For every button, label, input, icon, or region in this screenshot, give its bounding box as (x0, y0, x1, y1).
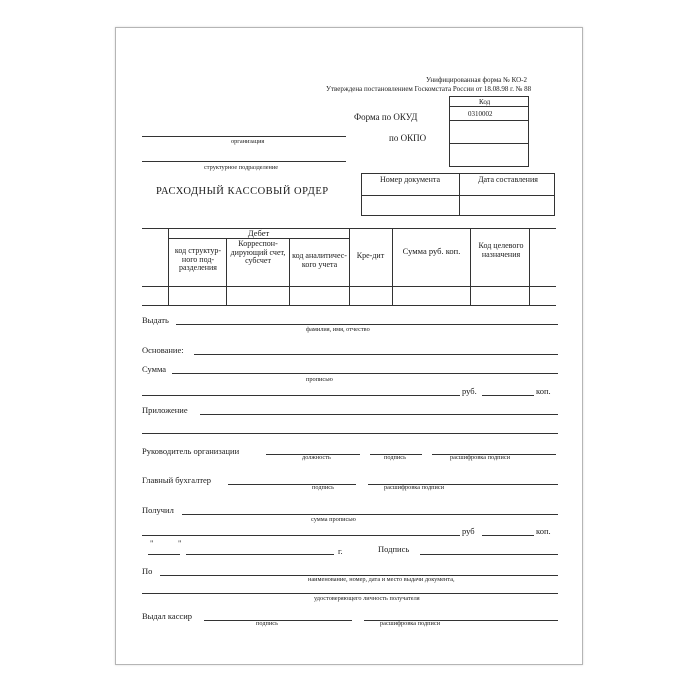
cashier-decoding-caption: расшифровка подписи (380, 620, 441, 627)
kop-line[interactable] (482, 395, 534, 396)
organization-line (142, 136, 346, 137)
sum-line[interactable] (172, 373, 558, 374)
month-year-line[interactable] (186, 554, 334, 555)
chief-accountant-label: Главный бухгалтер (142, 475, 212, 485)
quote-close: " (178, 538, 182, 548)
document-title: РАСХОДНЫЙ КАССОВЫЙ ОРДЕР (156, 186, 329, 197)
received-line[interactable] (182, 514, 558, 515)
col-purpose-code: Код целевого назначения (478, 241, 524, 259)
director-decoding-caption: расшифровка подписи (450, 454, 511, 461)
received-label: Получил (142, 505, 174, 515)
division-caption: структурное подразделение (204, 164, 279, 171)
rub2-label: руб (462, 526, 475, 536)
form-number-line: Унифицированная форма № КО-2 (426, 76, 527, 84)
okud-value: 0310002 (468, 110, 493, 118)
by-line-2[interactable] (142, 593, 558, 594)
director-label: Руководитель организации (142, 446, 240, 456)
main-table-bottom (142, 305, 556, 306)
col-credit: Кре-дит (356, 251, 385, 260)
basis-line[interactable] (194, 354, 558, 355)
signature-label: Подпись (378, 544, 410, 554)
rub-label: руб. (462, 386, 477, 396)
director-position-caption: должность (302, 454, 331, 461)
director-signature-caption: подпись (384, 454, 406, 461)
doc-date-label: Дата составления (478, 175, 538, 184)
by-label: По (142, 566, 153, 576)
col-analytic-code: код аналитичес-кого учета (292, 251, 347, 269)
issue-label: Выдать (142, 315, 169, 325)
kop2-label: коп. (536, 526, 551, 536)
approval-line: Утверждена постановлением Госкомстата России от 18.08.98 г. № 88 (326, 85, 532, 93)
col-corr-account: Корреспон-дирующий счет, субсчет (230, 239, 286, 266)
by-caption-1: наименование, номер, дата и место выдачи документа, (308, 576, 455, 583)
sum-line-2[interactable] (142, 395, 460, 396)
accountant-signature-caption: подпись (312, 484, 334, 491)
col-division-code: код структур-ного под-разделения (174, 246, 222, 273)
attachment-line[interactable] (200, 414, 558, 415)
sum-words-caption: сумма прописью (311, 516, 356, 523)
code-label: Код (479, 98, 491, 106)
day-line[interactable] (148, 554, 180, 555)
kop-label: коп. (536, 386, 551, 396)
signature-line[interactable] (420, 554, 558, 555)
debit-label: Дебет (247, 228, 270, 238)
cash-order-form (115, 27, 583, 665)
accountant-signature-line[interactable] (228, 484, 356, 485)
received-line-2[interactable] (142, 535, 460, 536)
cashier-label: Выдал кассир (142, 611, 193, 621)
okpo-label: по ОКПО (389, 133, 427, 143)
cashier-signature-line[interactable] (204, 620, 352, 621)
issue-caption: фамилия, имя, отчество (306, 326, 370, 333)
sum-caption: прописью (306, 376, 333, 383)
by-caption-2: удостоверяющего личность получателя (314, 595, 420, 602)
quote-open: " (150, 538, 154, 548)
col-sum: Сумма руб. коп. (402, 246, 461, 256)
okud-label: Форма по ОКУД (354, 112, 418, 122)
year-suffix: г. (338, 546, 343, 556)
accountant-decoding-caption: расшифровка подписи (384, 484, 445, 491)
attachment-label: Приложение (142, 405, 188, 415)
organization-caption: организация (231, 138, 265, 145)
basis-label: Основание: (142, 345, 184, 355)
attachment-line-2[interactable] (142, 433, 558, 434)
cashier-signature-caption: подпись (256, 620, 278, 627)
division-line (142, 161, 346, 162)
sum-label: Сумма (142, 364, 167, 374)
issue-line[interactable] (176, 324, 558, 325)
doc-number-label: Номер документа (379, 175, 440, 184)
kop2-line[interactable] (482, 535, 534, 536)
